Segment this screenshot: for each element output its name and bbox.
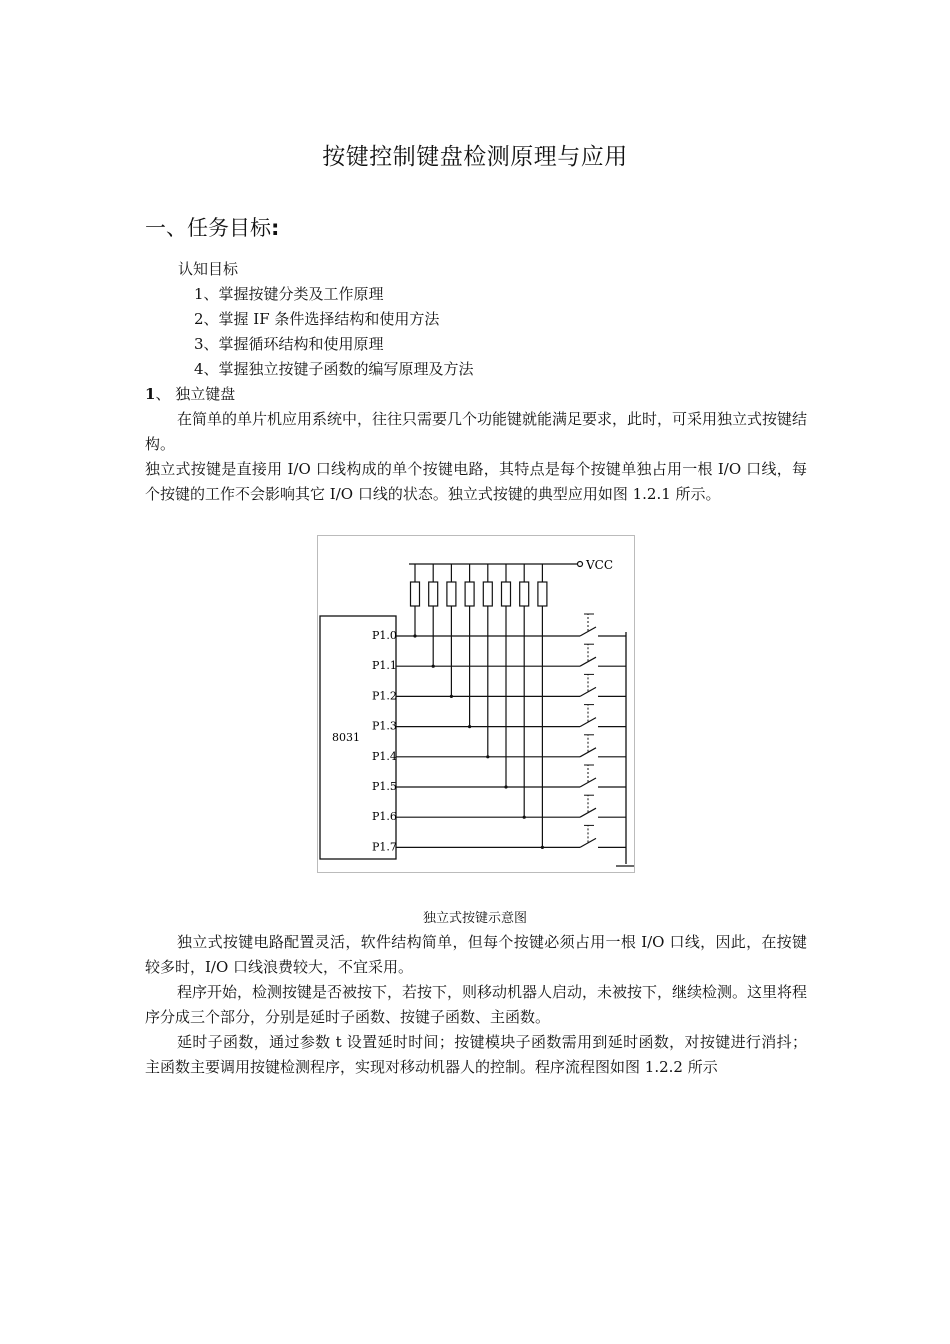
pin-label-4: P1.4: [372, 749, 397, 763]
key-switch-5: [580, 778, 596, 787]
goal-item-4: 4、掌握独立按键子函数的编写原理及方法: [194, 360, 474, 378]
paragraph-functions: 延时子函数，通过参数 t 设置延时时间；按键模块子函数需用到延时函数，对按键进行消抖；主函数主要调用按键检测程序，实现对移动机器人的控制。程序流程图如图 1.2.2 所示: [145, 1033, 807, 1076]
key-switch-0: [580, 627, 596, 636]
section-heading: [145, 212, 279, 242]
pin-label-3: P1.3: [372, 719, 397, 733]
key-switch-7: [580, 838, 596, 847]
pullup-resistor-6: [520, 582, 529, 606]
pullup-resistor-4: [483, 582, 492, 606]
circuit-diagram: [318, 536, 634, 872]
pin-label-1: P1.1: [372, 659, 397, 673]
pullup-resistor-7: [538, 582, 547, 606]
chip-label: 8031: [332, 731, 360, 744]
key-switch-4: [580, 748, 596, 757]
subsection-number: 1: [145, 385, 156, 403]
figure-caption: 独立式按键示意图: [422, 911, 527, 926]
junction-dot-0: [413, 634, 416, 637]
circuit-figure: [317, 535, 635, 873]
vcc-terminal: [578, 562, 583, 567]
junction-dot-2: [450, 695, 453, 698]
junction-dot-3: [468, 725, 471, 728]
vcc-label: VCC: [586, 558, 614, 572]
pullup-resistor-5: [502, 582, 511, 606]
cognitive-label: 认知目标: [178, 260, 239, 278]
key-switch-2: [580, 687, 596, 696]
junction-dot-6: [523, 816, 526, 819]
paragraph-pros-cons: 独立式按键电路配置灵活，软件结构简单，但每个按键必须占用一根 I/O 口线，因此，在按键较多时，I/O 口线浪费较大，不宜采用。: [145, 933, 807, 976]
junction-dot-7: [541, 846, 544, 849]
pin-label-6: P1.6: [372, 810, 397, 824]
pullup-resistor-0: [411, 582, 420, 606]
paragraph-independent-keys: 独立式按键是直接用 I/O 口线构成的单个按键电路，其特点是每个按键单独占用一根 I/O 口线，每个按键的工作不会影响其它 I/O 口线的状态。独立式按键的典型应用如图 1.2.1 所示。: [145, 460, 807, 503]
pin-label-7: P1.7: [372, 840, 397, 854]
section-heading-text: 一、任务目标: [145, 216, 271, 240]
subsection-heading: [145, 382, 235, 407]
junction-dot-4: [486, 755, 489, 758]
goal-item-1: 1、掌握按键分类及工作原理: [194, 285, 384, 303]
paragraph-intro: 在简单的单片机应用系统中，往往只需要几个功能键就能满足要求，此时，可采用独立式按键结构。: [145, 410, 808, 453]
junction-dot-1: [432, 665, 435, 668]
junction-dot-5: [504, 785, 507, 788]
pin-label-0: P1.0: [372, 629, 397, 642]
pin-label-5: P1.5: [372, 780, 397, 793]
pullup-resistor-1: [429, 582, 438, 606]
goal-item-3: 3、掌握循环结构和使用原理: [194, 335, 384, 353]
subsection-title: 、 独立键盘: [155, 385, 236, 403]
paragraph-program-flow: 程序开始，检测按键是否被按下，若按下，则移动机器人启动，未被按下，继续检测。这里将程序分成三个部分，分别是延时子函数、按键子函数、主函数。: [145, 983, 808, 1026]
key-switch-3: [580, 718, 596, 727]
pin-label-2: P1.2: [372, 689, 397, 703]
goal-item-2: 2、掌握 IF 条件选择结构和使用方法: [194, 310, 440, 328]
key-switch-6: [580, 808, 596, 817]
key-switch-1: [580, 657, 596, 666]
section-heading-colon: :: [271, 216, 280, 240]
document-title: 按键控制键盘检测原理与应用: [322, 144, 628, 170]
pullup-resistor-2: [447, 582, 456, 606]
pullup-resistor-3: [465, 582, 474, 606]
